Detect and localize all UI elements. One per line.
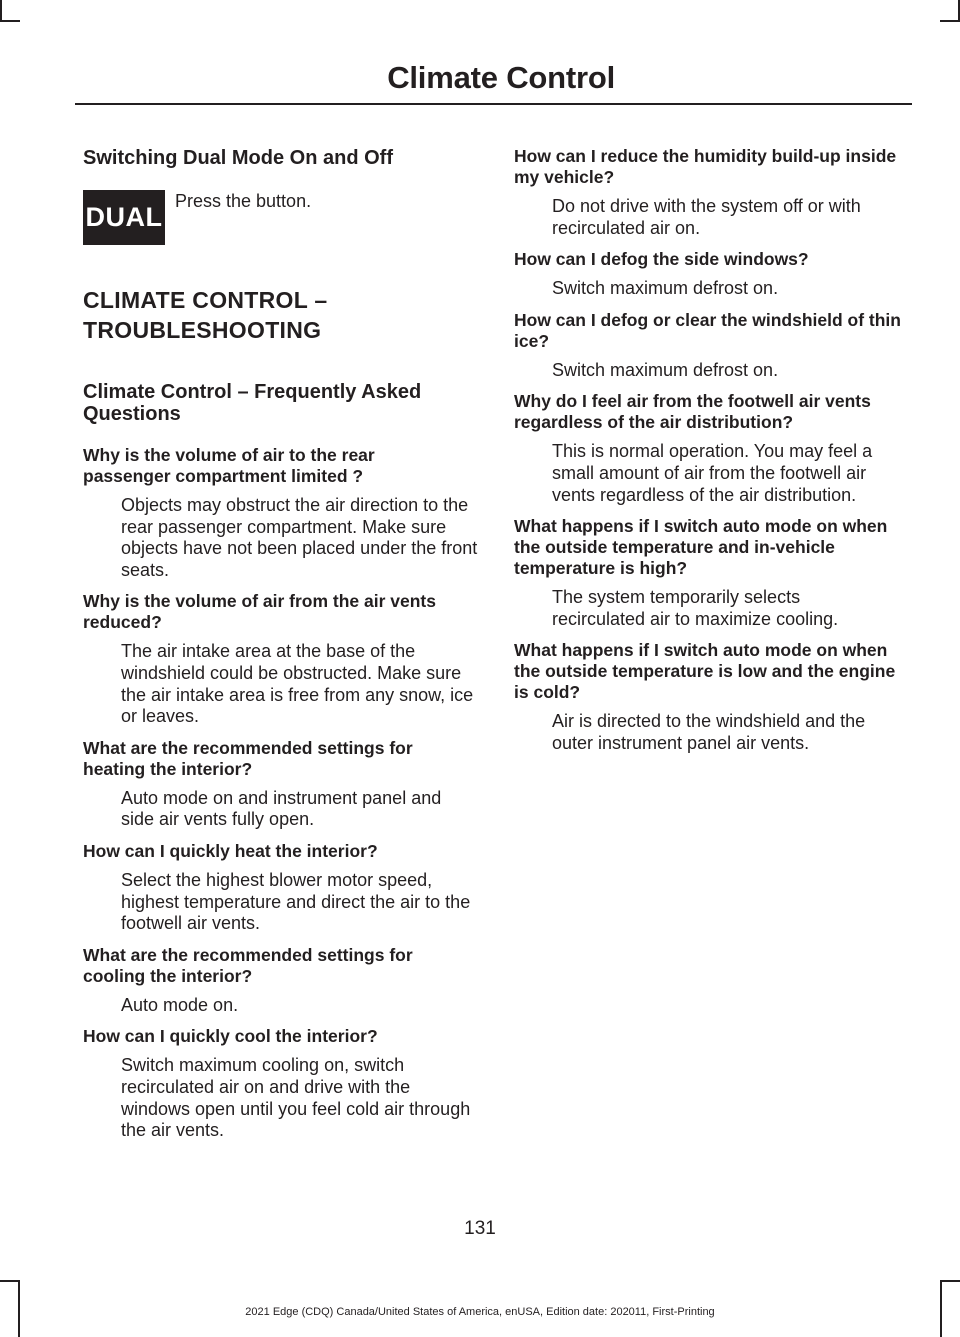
crop-mark-top-right-h — [940, 20, 960, 22]
page-number: 131 — [464, 1218, 496, 1239]
faq-question: Why do I feel air from the footwell air vents regardless of the air distribution? — [514, 391, 871, 433]
crop-mark-bottom-right — [940, 1280, 960, 1282]
page-header-title: Climate Control — [387, 60, 615, 95]
footer-edition-text: 2021 Edge (CDQ) Canada/United States of America, enUSA, Edition date: 202011, First-Printing — [245, 1306, 715, 1318]
crop-mark-top-left — [0, 0, 2, 20]
faq-answer: Select the highest blower motor speed, highest temperature and direct the air to the footwell air vents. — [121, 869, 471, 934]
faq-answer: Air is directed to the windshield and the outer instrument panel air vents. — [552, 711, 866, 753]
section-heading-dual-mode: Switching Dual Mode On and Off — [83, 147, 393, 169]
left-column — [83, 146, 478, 1152]
dual-button-row — [83, 190, 478, 245]
crop-mark-top-left-h — [0, 20, 20, 22]
faq-question: What are the recommended settings for heating the interior? — [83, 737, 413, 779]
faq-question: Why is the volume of air from the air vents reduced? — [83, 591, 436, 633]
faq-answer: Do not drive with the system off or with recirculated air on. — [552, 196, 861, 238]
faq-answer: Auto mode on and instrument panel and side air vents fully open. — [121, 787, 442, 830]
faq-answer: The air intake area at the base of the windshield could be obstructed. Make sure the air intake area is free from any snow, ice or leaves. — [121, 641, 474, 727]
faq-question: Why is the volume of air to the rear passenger compartment limited ? — [83, 445, 375, 486]
faq-question: What are the recommended settings for cooling the interior? — [83, 944, 413, 986]
faq-question: How can I quickly cool the interior? — [83, 1026, 378, 1047]
faq-answer: The system temporarily selects recirculated air to maximize cooling. — [552, 587, 839, 629]
faq-question: How can I defog or clear the windshield of thin ice? — [514, 309, 901, 351]
chapter-title-line2: TROUBLESHOOTING — [83, 317, 322, 343]
faq-question: How can I reduce the humidity build-up inside my vehicle? — [514, 146, 897, 187]
chapter-title-line1: CLIMATE CONTROL – — [83, 287, 328, 313]
faq-answer: This is normal operation. You may feel a small amount of air from the footwell air vents regardless of the air distribution. — [552, 441, 873, 505]
faq-question: How can I quickly heat the interior? — [83, 840, 378, 861]
header-rule — [75, 103, 912, 105]
right-column — [514, 146, 914, 765]
faq-question: What happens if I switch auto mode on when the outside temperature is low and the engine is cold? — [514, 640, 896, 703]
dual-button-instruction: Press the button. — [175, 191, 312, 211]
faq-answer: Switch maximum cooling on, switch recirculated air on and drive with the windows open until you feel cold air through the air vents. — [121, 1055, 471, 1141]
faq-answer: Objects may obstruct the air direction to the rear passenger compartment. Make sure objects have not been placed under the front seats. — [121, 495, 478, 580]
faq-heading: Climate Control – Frequently Asked Questions — [83, 381, 422, 425]
dual-button-icon: DUAL — [83, 190, 165, 245]
faq-question: How can I defog the side windows? — [514, 249, 809, 270]
crop-mark-bottom-left — [0, 1280, 20, 1282]
faq-answer: Switch maximum defrost on. — [552, 278, 779, 299]
faq-answer: Auto mode on. — [121, 994, 239, 1015]
faq-answer: Switch maximum defrost on. — [552, 359, 779, 380]
faq-question: What happens if I switch auto mode on when the outside temperature and in-vehicle temperature is high? — [514, 516, 888, 579]
